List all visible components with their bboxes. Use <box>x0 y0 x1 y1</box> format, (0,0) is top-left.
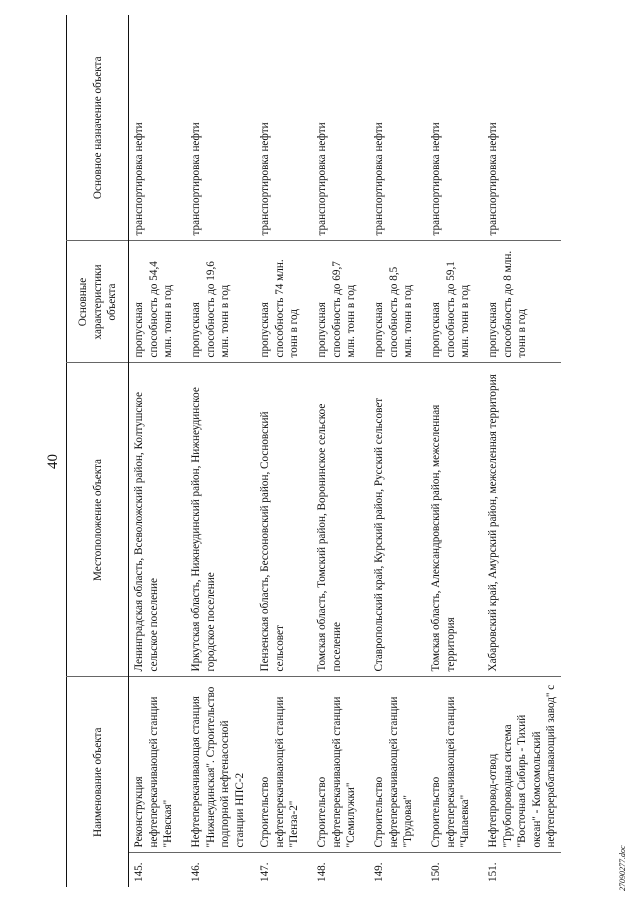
object-purpose: транспортировка нефти <box>186 15 255 241</box>
object-location: Томская область, Томский район, Воронинское сельское поселение <box>312 363 369 677</box>
table-row <box>186 15 255 887</box>
table-header-row <box>67 15 129 887</box>
object-purpose: транспортировка нефти <box>369 15 426 241</box>
object-location: Томская область, Александровский район, межселенная территория <box>426 363 483 677</box>
object-characteristics: пропускная способность 74 млн. тонн в год <box>255 241 312 363</box>
object-location: Хабаровский край, Амурский район, межселенная территория <box>483 363 561 677</box>
object-characteristics: пропускная способность до 54,4 млн. тонн в год <box>129 241 187 363</box>
object-name: Нефтеперекачивающая станция "Нижнеудинская". Строительство подпорной нефтенасосной станции НПС-2 <box>186 677 255 853</box>
row-number: 146. <box>186 853 255 887</box>
object-purpose: транспортировка нефти <box>129 15 187 241</box>
object-name: Реконструкция нефтеперекачивающей станции "Невская" <box>129 677 187 853</box>
page-number: 40 <box>45 454 61 469</box>
header-location: Местоположение объекта <box>67 363 129 677</box>
row-number: 145. <box>129 853 187 887</box>
objects-table <box>66 15 561 887</box>
row-number: 148. <box>312 853 369 887</box>
object-name: Строительство нефтеперекачивающей станции "Трудовая" <box>369 677 426 853</box>
object-name: Строительство нефтеперекачивающей станции "Чапаевка" <box>426 677 483 853</box>
row-number: 147. <box>255 853 312 887</box>
table-row <box>483 15 561 887</box>
object-name: Строительство нефтеперекачивающей станции "Пенза-2" <box>255 677 312 853</box>
table-row <box>129 15 187 887</box>
object-characteristics: пропускная способность до 59,1 млн. тонн в год <box>426 241 483 363</box>
row-number: 151. <box>483 853 561 887</box>
table-row <box>369 15 426 887</box>
object-location: Ставропольский край, Курский район, Русский сельсовет <box>369 363 426 677</box>
object-name: Строительство нефтеперекачивающей станции "Семилужки" <box>312 677 369 853</box>
object-characteristics: пропускная способность до 19,6 млн. тонн в год <box>186 241 255 363</box>
table-row <box>426 15 483 887</box>
header-characteristics: Основные характеристики объекта <box>67 241 129 363</box>
object-purpose: транспортировка нефти <box>426 15 483 241</box>
object-characteristics: пропускная способность до 69,7 млн. тонн в год <box>312 241 369 363</box>
object-characteristics: пропускная способность до 8,5 млн. тонн в год <box>369 241 426 363</box>
header-name: Наименование объекта <box>67 677 129 887</box>
row-number: 150. <box>426 853 483 887</box>
object-location: Пензенская область, Бессоновский район, Сосновский сельсовет <box>255 363 312 677</box>
table-row <box>255 15 312 887</box>
object-purpose: транспортировка нефти <box>312 15 369 241</box>
row-number: 149. <box>369 853 426 887</box>
header-purpose: Основное назначение объекта <box>67 15 129 241</box>
document-footer: 27090277.doc <box>618 845 627 891</box>
object-purpose: транспортировка нефти <box>255 15 312 241</box>
object-characteristics: пропускная способность до 8 млн. тонн в год <box>483 241 561 363</box>
object-location: Иркутская область, Нижнеудинский район, Нижнеудинское городское поселение <box>186 363 255 677</box>
table-row <box>312 15 369 887</box>
object-purpose: транспортировка нефти <box>483 15 561 241</box>
object-name: Нефтепровод-отвод "Трубопроводная система "Восточная Сибирь - Тихий океан" - Комсомольский нефтеперерабатывающий завод" с <box>483 677 561 853</box>
object-location: Ленинградская область, Всеволожский район, Колтушское сельское поселение <box>129 363 187 677</box>
